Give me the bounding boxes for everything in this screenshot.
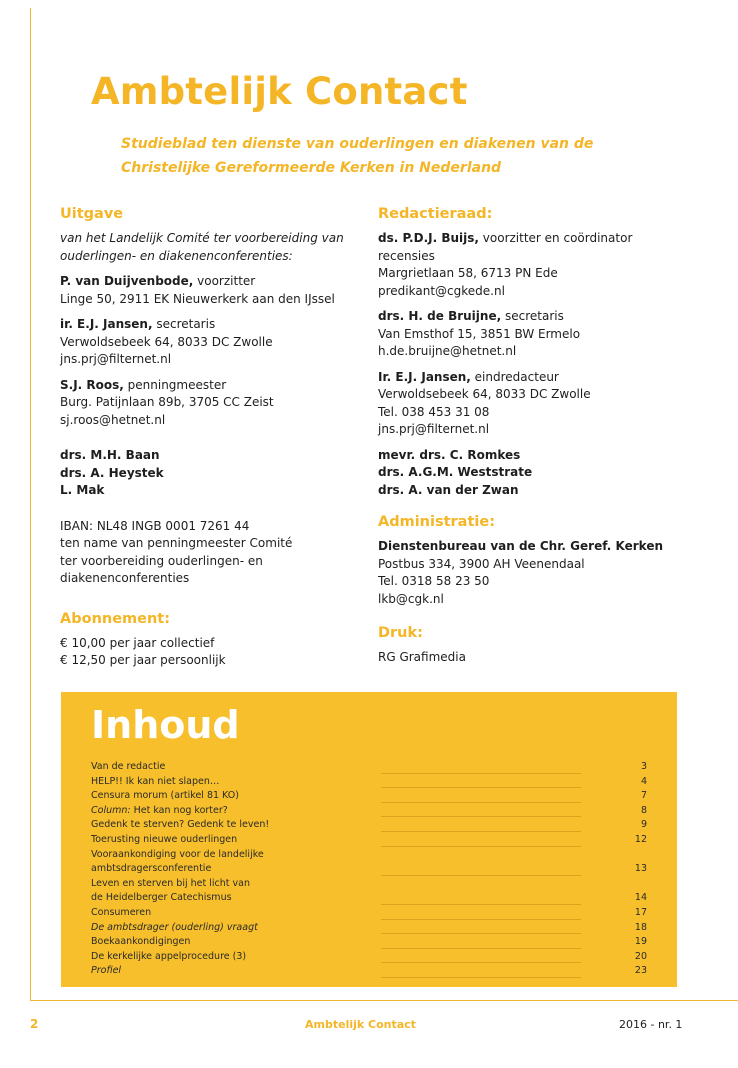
toc-item-page: 8 <box>640 804 647 816</box>
person-role: secretaris <box>152 317 216 331</box>
toc-item <box>91 906 647 921</box>
price-line: € 10,00 per jaar collectief <box>60 635 215 650</box>
toc-item-page: 12 <box>634 833 647 845</box>
toc-item <box>91 760 647 775</box>
member-name: drs. A. Heystek <box>60 465 164 480</box>
toc-leader-line <box>381 904 581 905</box>
toc-leader-line <box>381 773 581 774</box>
uitgave-intro <box>60 230 360 265</box>
printer <box>378 649 698 667</box>
toc-item-italic-text: Profiel <box>91 965 122 977</box>
toc-leader-line <box>381 962 581 963</box>
toc-item <box>91 775 647 790</box>
toc-leader-line <box>381 919 581 920</box>
toc-item <box>91 848 647 877</box>
intro-line: van het Landelijk Comité ter voorbereiding van <box>60 231 344 245</box>
toc-leader-line <box>381 875 581 876</box>
toc-item <box>91 789 647 804</box>
toc-item-page: 19 <box>634 936 647 948</box>
druk-heading: Druk: <box>378 625 423 641</box>
toc-leader-line <box>381 948 581 949</box>
person-name: P. van Duijvenbode, <box>60 274 194 288</box>
toc-item-text: Consumeren <box>91 906 152 918</box>
toc-item-text: De kerkelijke appelprocedure (3) <box>91 950 247 962</box>
toc-item-title <box>91 906 151 921</box>
left-margin-rule <box>30 8 31 1001</box>
toc-item-title <box>91 848 264 877</box>
price-line: € 12,50 per jaar persoonlijk <box>60 653 226 667</box>
inhoud-heading: Inhoud <box>91 703 240 747</box>
member-name: drs. A.G.M. Weststrate <box>378 465 533 479</box>
redactieraad-heading: Redactieraad: <box>378 206 493 222</box>
iban-line: ter voorbereiding ouderlingen- en <box>60 553 263 568</box>
person-name: Ir. E.J. Jansen, <box>378 369 471 384</box>
person-role: secretaris <box>501 309 564 323</box>
toc-item-text: Censura morum (artikel 81 KO) <box>91 790 239 802</box>
office-email: lkb@cgk.nl <box>378 591 444 606</box>
footer-rule <box>30 1000 738 1001</box>
toc-item-title <box>91 964 121 979</box>
member-name: drs. M.H. Baan <box>60 448 160 462</box>
toc-leader-line <box>381 816 581 817</box>
person-address: Linge 50, 2911 EK Nieuwerkerk aan den IJssel <box>60 291 335 306</box>
editorial-members <box>378 447 698 500</box>
toc-item-italic-text: Column: <box>91 804 131 816</box>
person-role: penningmeester <box>123 377 227 392</box>
person-name: ir. E.J. Jansen, <box>60 317 153 331</box>
intro-line: ouderlingen- en diakenenconferenties: <box>60 248 293 263</box>
toc-item-page: 20 <box>634 950 647 962</box>
subtitle-line: Studieblad ten dienste van ouderlingen en diakenen van de <box>121 136 594 152</box>
table-of-contents <box>61 692 677 987</box>
person-email: jns.prj@filternet.nl <box>60 352 172 366</box>
toc-item-text: de Heidelberger Catechismus <box>91 892 232 904</box>
contact-secretary <box>60 316 360 369</box>
toc-leader-line <box>381 831 581 832</box>
toc-item <box>91 804 647 819</box>
toc-item-text: Toerusting nieuwe ouderlingen <box>91 833 238 845</box>
person-email: h.de.bruijne@hetnet.nl <box>378 344 517 358</box>
iban-line: ten name van penningmeester Comité <box>60 536 293 550</box>
person-address: Margrietlaan 58, 6713 PN Ede <box>378 266 558 280</box>
subscription-prices <box>60 635 360 670</box>
person-name: ds. P.D.J. Buijs, <box>378 231 479 245</box>
person-address: Van Emsthof 15, 3851 BW Ermelo <box>378 326 581 341</box>
toc-item <box>91 833 647 848</box>
office-address: Postbus 334, 3900 AH Veenendaal <box>378 556 585 571</box>
printer-name: RG Grafimedia <box>378 650 466 664</box>
toc-leader-line <box>381 787 581 788</box>
toc-item-text: Gedenk te sterven? Gedenk te leven! <box>91 819 270 831</box>
toc-item <box>91 935 647 950</box>
toc-item-page: 14 <box>634 892 647 904</box>
bank-details <box>60 518 360 588</box>
footer-magazine-title: Ambtelijk Contact <box>305 1018 416 1031</box>
toc-item <box>91 964 647 979</box>
right-column <box>378 205 698 675</box>
person-name: S.J. Roos, <box>60 377 124 392</box>
toc-item-title <box>91 950 246 965</box>
toc-leader-line <box>381 933 581 934</box>
member-name: L. Mak <box>60 483 105 497</box>
page-number: 2 <box>30 1017 39 1031</box>
toc-item-page: 9 <box>640 819 647 831</box>
editor-in-chief <box>378 369 698 439</box>
abonnement-heading: Abonnement: <box>60 610 171 627</box>
person-role: recensies <box>378 248 435 263</box>
toc-item-title <box>91 921 258 936</box>
toc-item <box>91 877 647 906</box>
toc-list <box>91 760 647 979</box>
toc-item-page: 7 <box>640 790 647 802</box>
member-name: mevr. drs. C. Romkes <box>378 447 521 462</box>
person-role: voorzitter <box>193 274 256 288</box>
toc-item-text: Boekaankondigingen <box>91 936 191 948</box>
toc-leader-line <box>381 802 581 803</box>
toc-item-italic-text: De ambtsdrager (ouderling) vraagt <box>91 921 258 933</box>
person-address: Verwoldsebeek 64, 8033 DC Zwolle <box>378 387 591 401</box>
toc-item-title <box>91 804 228 819</box>
toc-item-page: 3 <box>640 761 647 772</box>
committee-members <box>60 447 360 500</box>
toc-item-title <box>91 818 269 833</box>
toc-item-title <box>91 833 237 848</box>
person-address: Burg. Patijnlaan 89b, 3705 CC Zeist <box>60 395 274 409</box>
administratie-heading: Administratie: <box>378 514 496 530</box>
person-name: drs. H. de Bruijne, <box>378 309 502 323</box>
uitgave-heading: Uitgave <box>60 206 124 222</box>
person-role: eindredacteur <box>470 369 559 384</box>
person-email: predikant@cgkede.nl <box>378 283 505 298</box>
toc-item-page: 23 <box>634 965 647 977</box>
person-role: voorzitter en coördinator <box>478 231 633 245</box>
toc-item-title <box>91 775 219 790</box>
toc-item-text: ambtsdragersconferentie <box>91 863 212 875</box>
subtitle-line: Christelijke Gereformeerde Kerken in Nederland <box>121 160 502 176</box>
person-phone: Tel. 038 453 31 08 <box>378 404 490 419</box>
editor-chairman <box>378 230 698 300</box>
footer-issue: 2016 - nr. 1 <box>619 1018 683 1031</box>
iban: IBAN: NL48 INGB 0001 7261 44 <box>60 518 250 533</box>
toc-item-text: Vooraankondiging voor de landelijke <box>91 848 264 860</box>
toc-item <box>91 950 647 965</box>
iban-line: diakenenconferenties <box>60 571 190 585</box>
toc-item-text: Leven en sterven bij het licht van <box>91 877 250 889</box>
member-name: drs. A. van der Zwan <box>378 482 519 497</box>
toc-leader-line <box>381 977 581 978</box>
toc-item-text: HELP!! Ik kan niet slapen… <box>91 775 220 787</box>
contact-chairman <box>60 273 360 308</box>
editor-secretary <box>378 308 698 361</box>
toc-item-title <box>91 877 250 906</box>
office-phone: Tel. 0318 58 23 50 <box>378 574 490 588</box>
toc-item-text: Van de redactie <box>91 761 166 772</box>
person-email: jns.prj@filternet.nl <box>378 422 490 436</box>
toc-item-title <box>91 789 239 804</box>
toc-item <box>91 921 647 936</box>
person-address: Verwoldsebeek 64, 8033 DC Zwolle <box>60 334 273 349</box>
toc-leader-line <box>381 846 581 847</box>
toc-item-page: 4 <box>640 775 647 787</box>
toc-item-text: Het kan nog korter? <box>130 804 228 816</box>
toc-item <box>91 818 647 833</box>
contact-treasurer <box>60 377 360 430</box>
toc-item-title <box>91 935 190 950</box>
toc-item-title <box>91 760 165 775</box>
toc-item-page: 18 <box>634 921 647 933</box>
magazine-title: Ambtelijk Contact <box>91 70 468 113</box>
toc-item-page: 13 <box>634 863 647 875</box>
left-column <box>60 205 360 678</box>
person-email: sj.roos@hetnet.nl <box>60 412 166 427</box>
magazine-subtitle <box>121 132 593 180</box>
administration-details <box>378 538 698 608</box>
office-name: Dienstenbureau van de Chr. Geref. Kerken <box>378 539 663 553</box>
toc-item-page: 17 <box>634 906 647 918</box>
